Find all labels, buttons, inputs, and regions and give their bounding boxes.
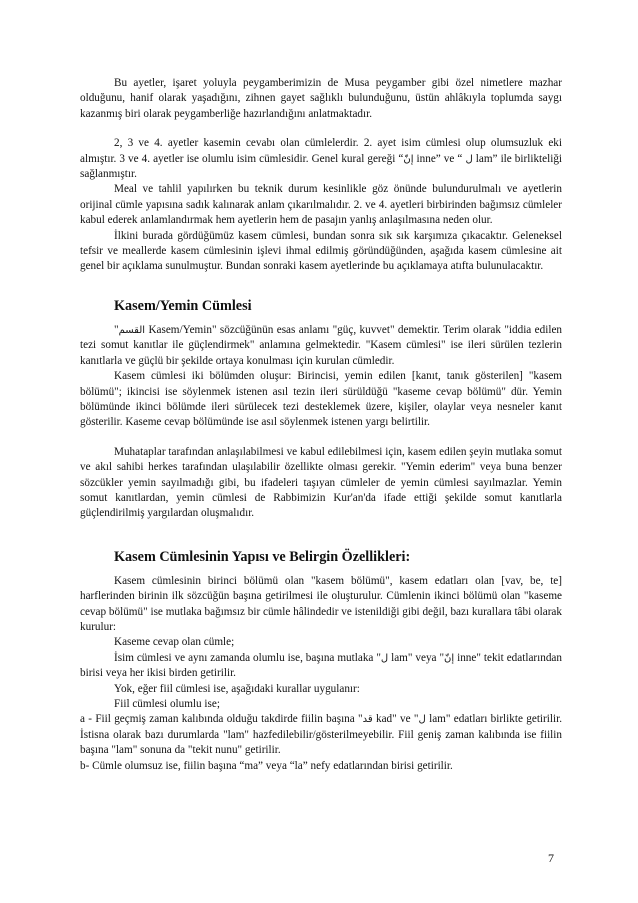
paragraph-text: Kasem/Yemin" sözcüğünün esas anlamı "güç, kuvvet" demektir. Terim olarak "iddia edilen tezi somut kanıtlar ile güçlendirmek" anlamına gelmektedir. "Kasem cümlesi" ise ileri sürülen tezlerin kanıtlarla ve güçlü bir şekilde ortaya konulması için kurulan cümledir. [80, 323, 562, 367]
paragraph [80, 574, 562, 636]
arabic-lam: ل [418, 714, 426, 726]
paragraph-text: inne" tekit edatlarından birisi veya her ikisi birden getirilir. [80, 651, 562, 680]
paragraph-text: lam” ile birlikteliği sağlanmıştır. [80, 152, 563, 181]
paragraph-text: kad" ve " [372, 713, 419, 726]
paragraph [80, 323, 562, 369]
paragraph [80, 229, 562, 275]
section-heading-kasem: Kasem/Yemin Cümlesi [114, 297, 252, 314]
arabic-lam: ل [380, 652, 389, 664]
paragraph-text: Kasem cümlesi iki bölümden oluşur: Birincisi, yemin edilen [kanıt, tanık gösterilen] "kasem bölümü"; ikincisi ise söylenmek istenen asıl tezin ileri sürüldüğü "kaseme cevap bölümü" dür. Yemin bölümünde ikinci bölümde ileri sürülecek tezi desteklemek üzere, kişiler, olaylar veya nesneler kanıt gösterilir. Kaseme cevap bölümünde ise asıl söylenmek istenen yargı belirtilir. [80, 370, 562, 429]
paragraph [80, 697, 562, 712]
arabic-inne: إنّ [403, 153, 414, 165]
paragraph-text: Fiil cümlesi olumlu ise; [114, 698, 220, 710]
paragraph [80, 182, 562, 228]
arabic-kasem: القسم [118, 324, 146, 336]
paragraph-text: inne” ve “ [416, 152, 463, 165]
paragraph [80, 76, 562, 122]
paragraph [80, 369, 562, 431]
paragraph-text: Kasem cümlesinin birinci bölümü olan "kasem bölümü", kasem edatları olan [vav, be, te] harflerinden birinin ilk sözcüğün başına getirilmesi ile oluşturulur. Cümlenin ikinci bölümü olan "kaseme cevap bölümü" ise mutlaka bağımsız bir cümle hâlindedir ve istenildiği gibi değil, bazı kurallara tâbi olarak kurulur: [80, 574, 562, 633]
paragraph-text: İlkini burada gördüğümüz kasem cümlesi, bundan sonra sık sık karşımıza çıkacaktır. Geleneksel tefsir ve meallerde kasem cümlesinin işlevi ihmal edilmiş göründüğünden, aşağıda kasem cümlesine ait genel bir açıklama sunulmuştur. Bundan sonraki kasem ayetlerinde bu açıklamaya atıfta bulunulacaktır. [80, 229, 562, 273]
paragraph [80, 445, 562, 522]
paragraph-text: b- Cümle olumsuz ise, fiilin başına “ma” veya “la” nefy edatlarından birisi getirilir. [80, 759, 453, 772]
paragraph [80, 635, 562, 650]
paragraph-text: 2, 3 ve 4. ayetler kasemin cevabı olan cümlelerdir. 2. ayet isim cümlesi olup olumsuzluk eki almıştır. 3 ve 4. ayetler ise olumlu isim cümlesidir. Genel kural gereği “ [80, 137, 562, 165]
paragraph-text: Bu ayetler, işaret yoluyla peygamberimizin de Musa peygamber gibi özel nimetlere mazhar olduğunu, hanif olarak yaşadığını, zihnen gayet sağlıklı bulunduğunu, üstün ahlâkıyla toplumda saygı kazanmış biri olarak peygamberliğe hazırlandığını anlatmaktadır. [80, 77, 562, 120]
paragraph-text: Muhataplar tarafından anlaşılabilmesi ve kabul edilebilmesi için, kasem edilen şeyin mutlaka somut ve akıl sahibi herkes tarafından ulaşılabilir özellikte olması gerekir. "Yemin ederim" veya buna benzer sözcükler yemin sayılmadığı gibi, bu ifadeleri taşıyan cümleler de yemin cümlesi sayılmazlar. Yemin somut kanıtlardan, yemin cümlesi de Rabbimizin Kur'an'da ifade ettiği şekilde somut kanıtlarla güçlendirilmiş yargılardan oluşmalıdır. [80, 445, 562, 520]
paragraph [80, 136, 562, 182]
section-heading-structure: Kasem Cümlesinin Yapısı ve Belirgin Özellikleri: [114, 548, 411, 565]
paragraph-text: a - Fiil geçmiş zaman kalıbında olduğu takdirde fiilin başına " [80, 713, 363, 726]
paragraph [80, 712, 562, 758]
paragraph [80, 651, 562, 682]
arabic-inne: إنّ [444, 652, 455, 664]
paragraph [80, 759, 562, 774]
paragraph-text: lam" veya " [388, 651, 445, 664]
page-number: 7 [548, 851, 554, 865]
paragraph-text: İsim cümlesi ve aynı zamanda olumlu ise, başına mutlaka " [114, 651, 381, 664]
paragraph-text: " [114, 323, 119, 336]
paragraph-text: Meal ve tahlil yapılırken bu teknik durum kesinlikle göz önünde bulundurulmalı ve ayetlerin orijinal cümle yapısına sadık kalınarak anlam çıkarılmalıdır. 2. ve 4. ayetleri birbirinden bağımsız cümleler kabul ederek anlamlandırmak hem ayetlerin hem de pasajın yanlış anlaşılmasına neden olur. [80, 183, 562, 227]
page-body [80, 76, 562, 774]
paragraph-text: Yok, eğer fiil cümlesi ise, aşağıdaki kurallar uygulanır: [114, 682, 360, 695]
arabic-kad: قد [362, 714, 373, 726]
paragraph-text: lam" edatları birlikte getirilir. İstisna olarak bazı durumlarda "lam" hazfedilebilir/gösterilmeyebilir. Fiil geniş zaman kalıbında ise fiilin başına "lam" sonuna da "tekit nunu" getirilir. [80, 713, 562, 757]
paragraph [80, 682, 562, 697]
paragraph-text: Kaseme cevap olan cümle; [114, 636, 235, 649]
arabic-lam: ل [465, 153, 473, 165]
